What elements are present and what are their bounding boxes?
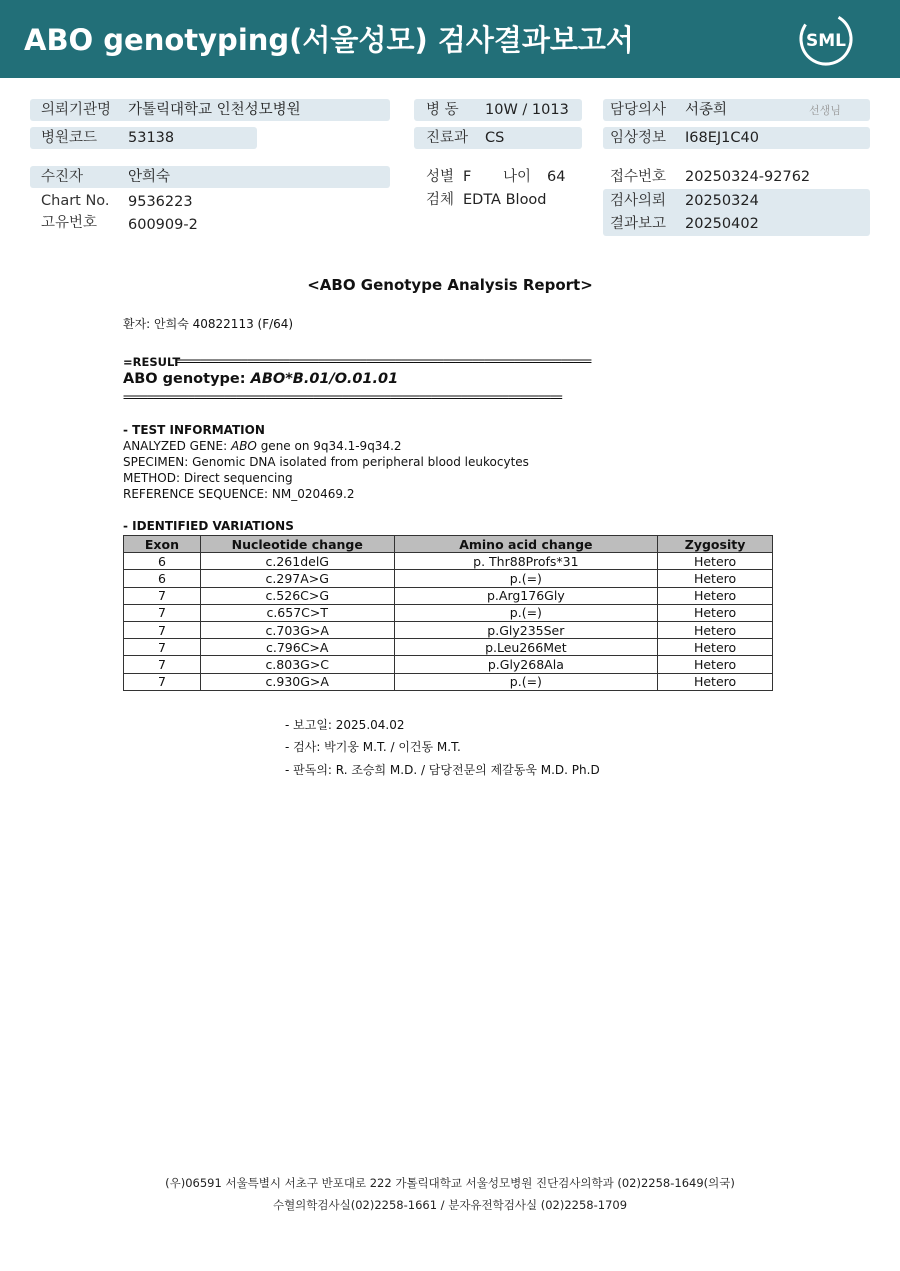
report-title: <ABO Genotype Analysis Report> [307, 276, 593, 294]
table-row [124, 553, 773, 570]
cell-exon: 7 [124, 604, 201, 621]
footer-address: (우)06591 서울특별시 서초구 반포대로 222 가톨릭대학교 서울성모병원 진단검사의학과 (02)2258-1649(의국) [165, 1176, 735, 1190]
result-date-value: 20250402 [685, 216, 759, 232]
report-date-line: - 보고일: 2025.04.02 [285, 718, 405, 732]
cell-zygosity: Hetero [658, 621, 773, 638]
analyzed-gene-line [123, 438, 402, 454]
genotype-value: ABO*B.01/O.01.01 [250, 371, 399, 387]
genotype-line [123, 371, 398, 387]
cell-amino-acid: p.Leu266Met [394, 639, 658, 656]
cell-zygosity: Hetero [658, 604, 773, 621]
cell-nucleotide: c.526C>G [200, 587, 394, 604]
cell-nucleotide: c.703G>A [200, 621, 394, 638]
cell-exon: 6 [124, 570, 201, 587]
cell-amino-acid: p.Gly268Ala [394, 656, 658, 673]
cell-exon: 7 [124, 587, 201, 604]
patient-bar [30, 166, 390, 188]
request-date-value: 20250324 [685, 193, 759, 209]
footer-contacts: 수혈의학검사실(02)2258-1661 / 분자유전학검사실 (02)2258-1709 [272, 1198, 628, 1212]
cell-amino-acid: p.(=) [394, 604, 658, 621]
table-row [124, 587, 773, 604]
chart-no-label: Chart No. [41, 193, 110, 209]
test-info-heading: - TEST INFORMATION [123, 423, 265, 437]
cell-zygosity: Hetero [658, 656, 773, 673]
patient-line: 환자: 안희숙 40822113 (F/64) [123, 317, 294, 331]
sml-logo-text: SML [806, 31, 846, 51]
reference-line: REFERENCE SEQUENCE: NM_020469.2 [123, 487, 355, 501]
chart-no-value: 9536223 [128, 194, 193, 210]
variations-heading: - IDENTIFIED VARIATIONS [123, 519, 294, 533]
specimen-label: 검체 [426, 192, 455, 208]
ward-value: 10W / 1013 [485, 102, 569, 118]
cell-nucleotide: c.803G>C [200, 656, 394, 673]
cell-exon: 6 [124, 553, 201, 570]
patient-value: 안희숙 [128, 169, 171, 185]
cell-nucleotide: c.796C>A [200, 639, 394, 656]
result-prefix: =RESULT [123, 355, 181, 369]
cell-exon: 7 [124, 656, 201, 673]
genotype-separator: ========================================================================== [123, 390, 562, 404]
sml-logo [797, 10, 855, 68]
table-row [124, 673, 773, 690]
header-exon: Exon [124, 536, 201, 553]
cell-amino-acid: p.Gly235Ser [394, 621, 658, 638]
cell-nucleotide: c.261delG [200, 553, 394, 570]
header-amino-acid: Amino acid change [394, 536, 658, 553]
doctor-value: 서종희 [685, 102, 728, 118]
cell-amino-acid: p.(=) [394, 673, 658, 690]
cell-zygosity: Hetero [658, 639, 773, 656]
analyzed-gene-italic: ABO [230, 439, 257, 453]
analyzed-gene-prefix: ANALYZED GENE: [123, 439, 231, 453]
hospital-code-value: 53138 [128, 130, 175, 146]
institution-value: 가톨릭대학교 인천성모병원 [128, 102, 301, 118]
result-separator: ====================================================================== [176, 354, 591, 368]
table-row [124, 570, 773, 587]
unique-no-label: 고유번호 [41, 215, 98, 231]
table-row [124, 639, 773, 656]
variations-table [123, 535, 773, 691]
ward-label: 병 동 [426, 102, 459, 118]
table-row [124, 621, 773, 638]
cell-nucleotide: c.657C>T [200, 604, 394, 621]
cell-amino-acid: p.(=) [394, 570, 658, 587]
cell-zygosity: Hetero [658, 570, 773, 587]
department-label: 진료과 [426, 130, 469, 146]
cell-amino-acid: p. Thr88Profs*31 [394, 553, 658, 570]
cell-nucleotide: c.930G>A [200, 673, 394, 690]
age-label: 나이 [503, 169, 532, 185]
department-value: CS [485, 130, 505, 146]
specimen-line: SPECIMEN: Genomic DNA isolated from peripheral blood leukocytes [123, 455, 529, 469]
receipt-label: 접수번호 [610, 169, 667, 185]
result-date-label: 결과보고 [610, 216, 667, 232]
cell-zygosity: Hetero [658, 673, 773, 690]
hospital-code-label: 병원코드 [41, 130, 98, 146]
report-header [0, 0, 900, 78]
sex-label: 성별 [426, 169, 455, 185]
header-nucleotide: Nucleotide change [200, 536, 394, 553]
sex-value: F [463, 169, 472, 185]
cell-nucleotide: c.297A>G [200, 570, 394, 587]
method-line: METHOD: Direct sequencing [123, 471, 293, 485]
request-date-label: 검사의뢰 [610, 193, 667, 209]
analyzed-gene-suffix: gene on 9q34.1-9q34.2 [256, 439, 402, 453]
genotype-label: ABO genotype: [123, 371, 251, 387]
unique-no-value: 600909-2 [128, 217, 198, 233]
cell-exon: 7 [124, 639, 201, 656]
table-row [124, 604, 773, 621]
cell-amino-acid: p.Arg176Gly [394, 587, 658, 604]
clinical-info-label: 임상정보 [610, 130, 667, 146]
doctor-honorific: 선생님 [809, 104, 841, 117]
patient-label: 수진자 [41, 169, 84, 185]
doctor-label: 담당의사 [610, 102, 667, 118]
cell-exon: 7 [124, 673, 201, 690]
report-header-title: ABO genotyping(서울성모) 검사결과보고서 [24, 23, 634, 57]
table-header-row [124, 536, 773, 553]
reader-line: - 판독의: R. 조승희 M.D. / 담당전문의 제갈동욱 M.D. Ph.D [285, 763, 600, 777]
age-value: 64 [547, 169, 566, 185]
cell-exon: 7 [124, 621, 201, 638]
header-zygosity: Zygosity [658, 536, 773, 553]
institution-label: 의뢰기관명 [41, 102, 112, 118]
cell-zygosity: Hetero [658, 587, 773, 604]
tester-line: - 검사: 박기웅 M.T. / 이건동 M.T. [285, 740, 461, 754]
clinical-info-value: I68EJ1C40 [685, 130, 759, 146]
cell-zygosity: Hetero [658, 553, 773, 570]
receipt-value: 20250324-92762 [685, 169, 811, 185]
table-row [124, 656, 773, 673]
specimen-value: EDTA Blood [463, 192, 547, 208]
